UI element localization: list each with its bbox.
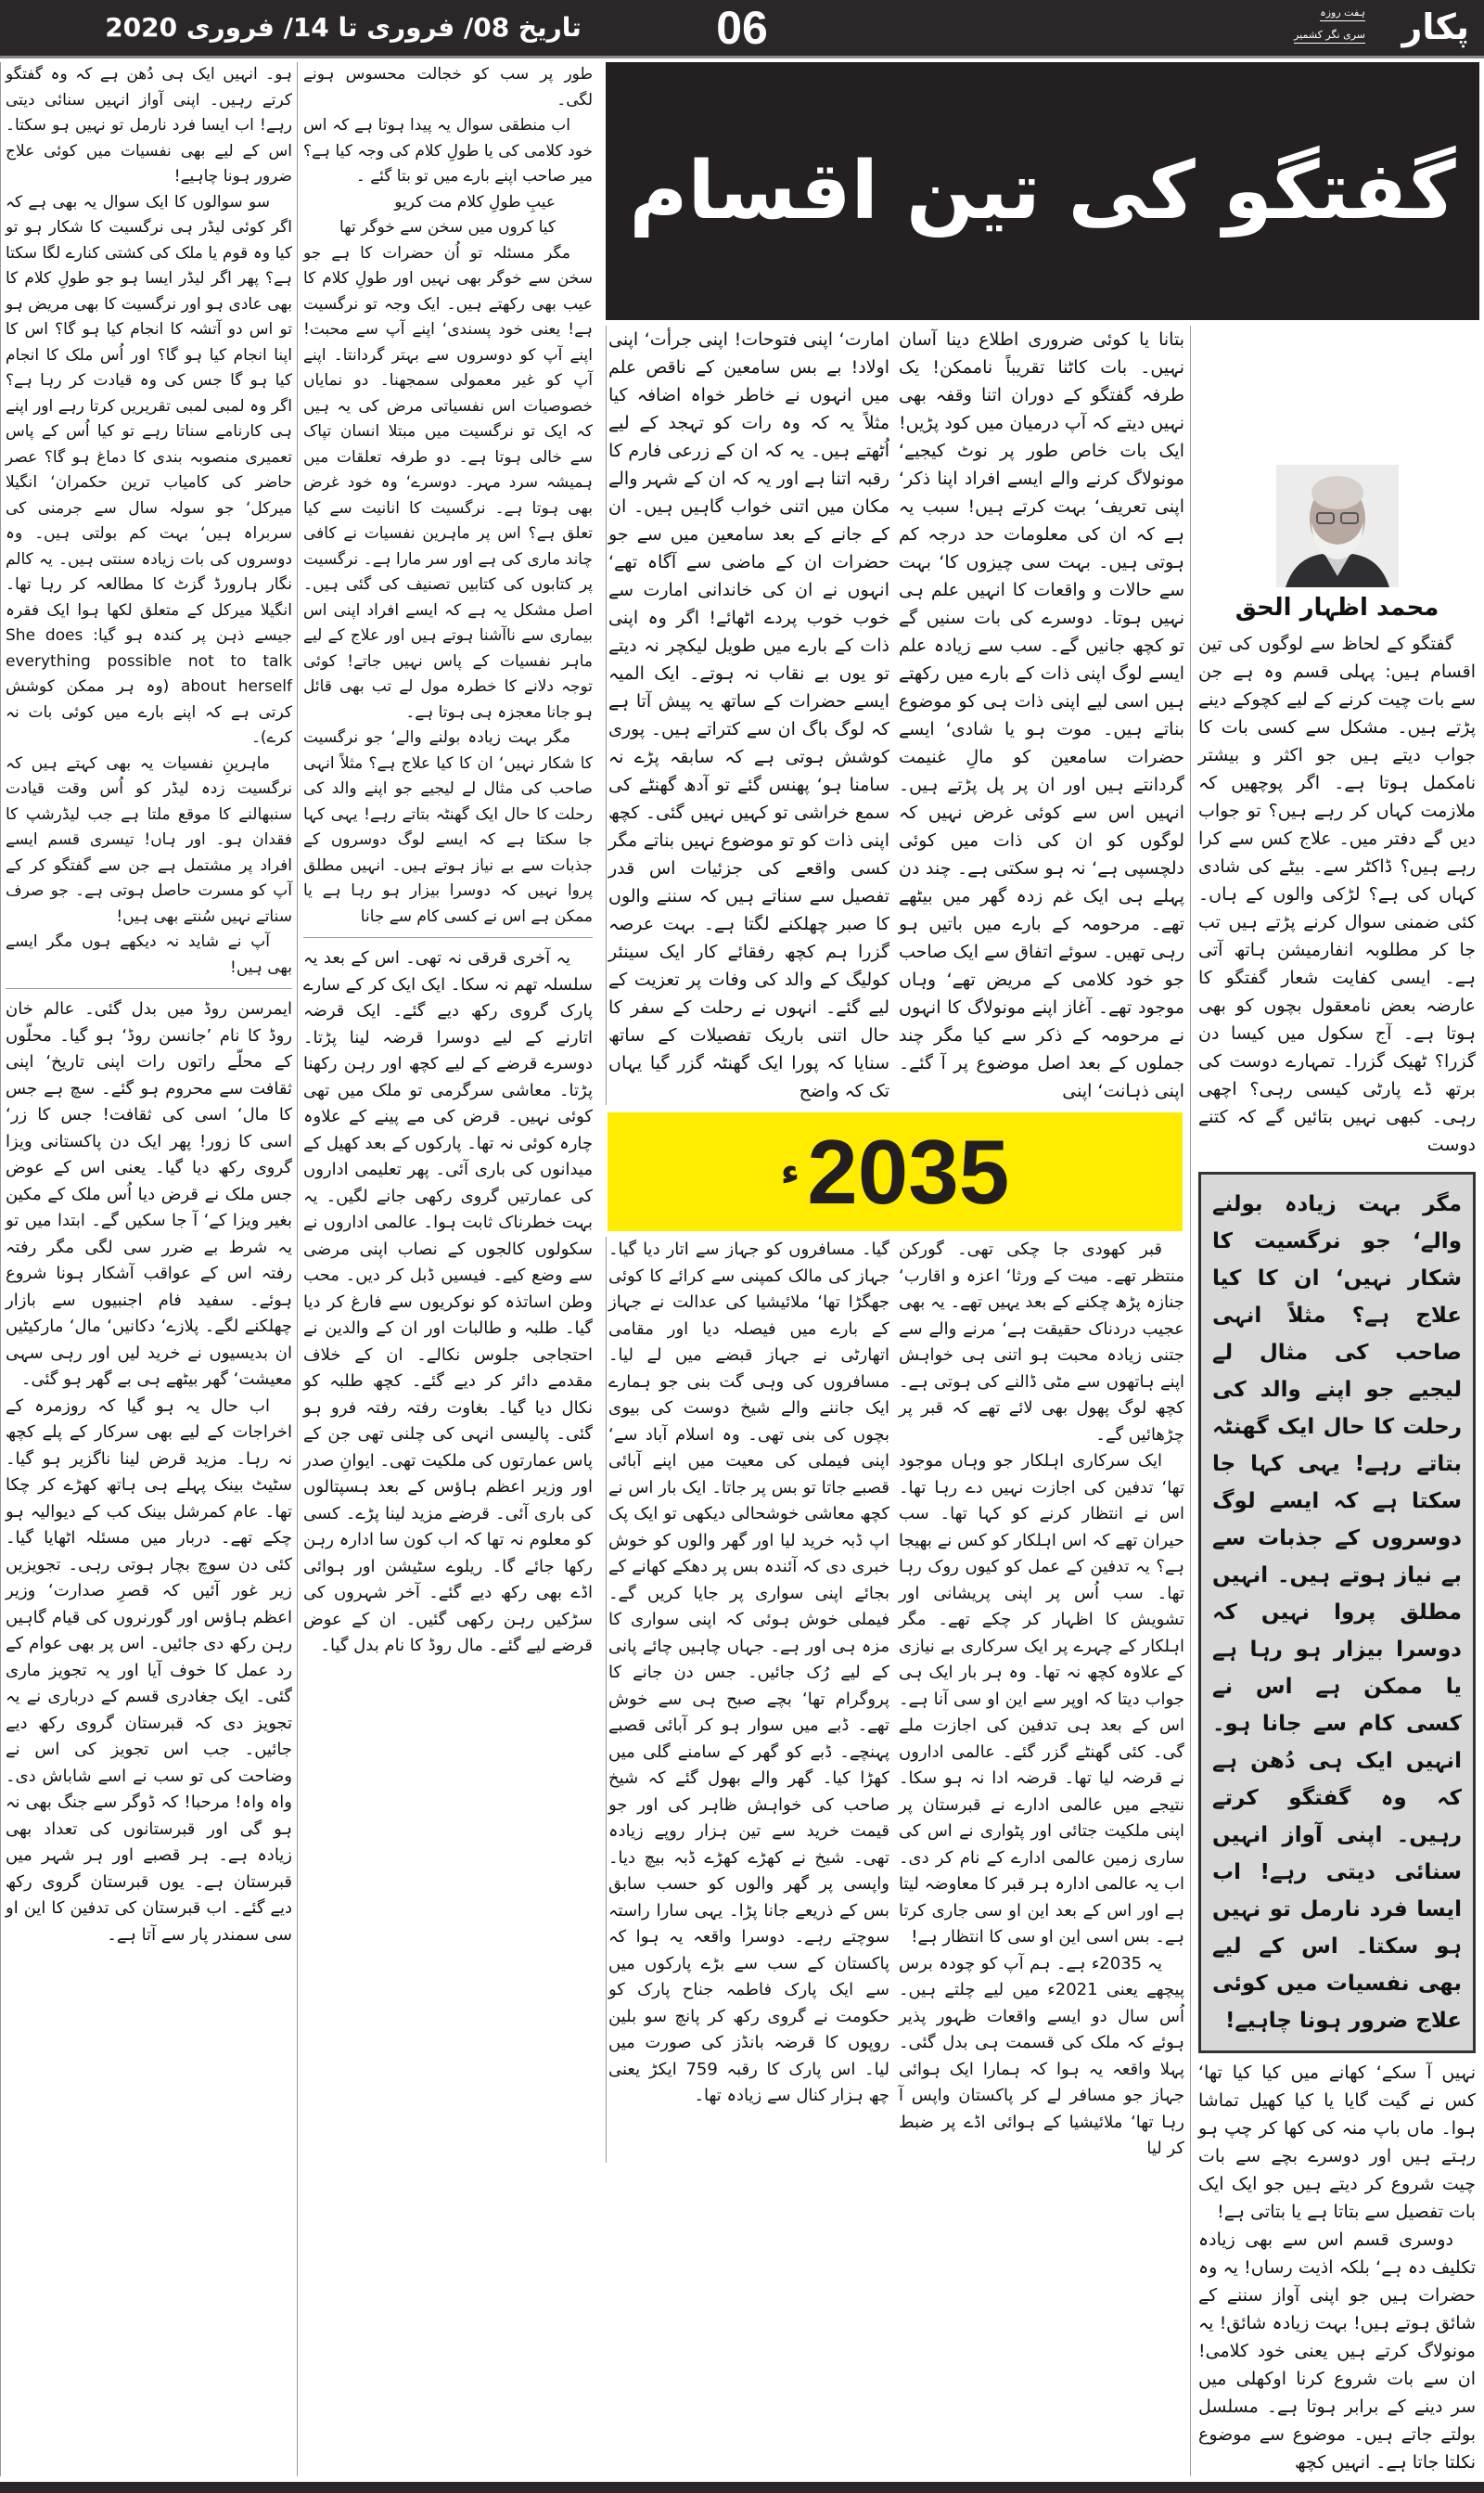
- paragraph: ماہرینِ نفسیات یہ بھی کہتے ہیں کہ نرگسیت زدہ لیڈر کو اُس وقت قیادت سنبھالنے کا موقع ملتا ہے جب لیڈرشپ کا فقدان ہو۔ اور ہاں! تیسری قسم ایسے افراد پر مشتمل ہے جن سے گفتگو کر کے آپ کو مسرت حاصل ہوتی ہے۔ جو صرف سناتے نہیں سُنتے بھی ہیں!: [6, 753, 292, 926]
- page-header: [0, 0, 1484, 58]
- paragraph: ایک سرکاری اہلکار جو وہاں موجود تھا‘ تدفین کی اجازت نہیں دے رہا تھا۔ اس نے انتظار کرنے کو کہا تھا۔ سب حیران تھے کہ اس اہلکار کو کس نے بھیجا ہے؟ یہ تدفین کے عمل کو کیوں روک رہا تھا۔ سب اُس پر اپنی پریشانی اور تشویش کا اظہار کر چکے تھے۔ مگر اہلکار کے چہرے پر ایک سرکاری بے نیازی کے علاوہ کچھ نہ تھا۔ وہ ہر بار ایک ہی جواب دیتا کہ اوپر سے این او سی آنا ہے۔ اس کے بعد ہی تدفین کی اجازت ملے گی۔ کئی گھنٹے گزر گئے۔ عالمی اداروں نے قرضہ لیا تھا۔ قرضہ ادا نہ ہو سکا۔ نتیجے میں عالمی ادارے نے قبرستان پر اپنی ملکیت جتائی اور پٹواری نے اس کی ساری زمین عالمی ادارے کے نام کر دی۔ اب یہ عالمی ادارہ ہر قبر کا معاوضہ لیتا ہے اور اس کے بعد این او سی جاری کرتا ہے۔ بس اسی این او سی کا انتظار ہے!: [899, 1451, 1184, 1947]
- section-divider: [6, 988, 292, 989]
- article2-column-a: [6, 996, 292, 1948]
- article2-column-c: [606, 1237, 893, 2163]
- article-column-a: [6, 62, 292, 981]
- left-columns: [0, 62, 598, 2476]
- paragraph: گفتگو کے لحاظ سے لوگوں کی تین اقسام ہیں: پہلی قسم وہ ہے جن سے بات چیت کرنے کے لیے کچوکے دینے پڑتے ہیں۔ مشکل سے کسی بات کا جواب دیتے ہیں جو اکثر و بیشتر نامکمل ہوتا ہے۔ اگر پوچھیں کہ ملازمت کہاں کر رہے ہیں؟ تو جواب دیں گے دفتر میں۔ علاج کس سے کرا رہے ہیں؟ ڈاکٹر سے۔ بیٹے کی شادی کہاں کی ہے؟ لڑکی والوں کے ہاں۔ کئی ضمنی سوال کرنے پڑتے ہیں تب جا کر مطلوبہ انفارمیشن ہاتھ آتی ہے۔ ایسی کفایت شعار گفتگو کا عارضہ بعض نامعقول بچوں کو بھی ہوتا ہے۔ آج سکول میں کیسا دن گزرا؟ ٹھیک گزرا۔ تمہارے دوست کی برتھ ڈے پارٹی کیسی رہی؟ اچھی رہی۔ کبھی نہیں بتائیں گے کہ کتنے دوست: [1198, 634, 1476, 1155]
- masthead-logo: [1228, 0, 1469, 56]
- paragraph: مگر بہت زیادہ بولنے والے‘ جو نرگسیت کا شکار نہیں‘ ان کا کیا علاج ہے؟ مثلاً انہی صاحب کی مثال لے لیجیے جو اپنے والد کی رحلت کا حال ایک گھنٹہ بتاتے رہے! یہی کہا جا سکتا ہے کہ ایسے لوگ دوسروں کے جذبات سے بے نیاز ہوتے ہیں۔ انہیں مطلق پروا نہیں کہ دوسرا بیزار ہو رہا ہے یا ممکن ہے اس نے کسی کام سے جانا: [303, 728, 593, 926]
- paragraph: دوسری قسم اس سے بھی زیادہ تکلیف دہ ہے‘ بلکہ اذیت رساں! یہ وہ حضرات ہیں جو اپنی آواز سننے کے شائق ہوتے ہیں! بہت زیادہ شائق! یہ مونولاگ کرتے ہیں یعنی خود کلامی! ان سے بات شروع کرنا اوکھلی میں سر دینے کے برابر ہوتا ہے۔ مسلسل بولتے جاتے ہیں۔ موضوع سے موضوع نکلتا جاتا ہے۔ انہیں کچھ: [1198, 2230, 1476, 2473]
- page-number: 06: [716, 2, 768, 54]
- author-name: محمد اظہار الحق: [1235, 594, 1439, 622]
- paragraph: آپ نے شاید نہ دیکھے ہوں مگر ایسے بھی ہیں!: [6, 932, 292, 977]
- verse-line: عیبِ طولِ کلام مت کریو: [394, 192, 556, 212]
- article2-column-b: [303, 945, 593, 1660]
- page-body: [0, 58, 1484, 2476]
- paragraph: ہو۔ انہیں ایک ہی دُھن ہے کہ وہ گفتگو کرتے رہیں۔ اپنی آواز انہیں سنائی دیتی رہے! اب ایسا فرد نارمل تو نہیں ہو سکتا۔ اس کے لیے بھی نفسیات میں کوئی علاج ضرور ہونا چاہیے!: [6, 65, 292, 186]
- article-column-b: [303, 62, 593, 930]
- author-column: [1190, 326, 1479, 2476]
- paragraph: سو سوالوں کا ایک سوال یہ بھی ہے کہ اگر کوئی لیڈر ہی نرگسیت کا شکار ہو تو کیا وہ قوم یا ملک کی کشتی کنارے لگا سکتا ہے؟ پھر اگر لیڈر ایسا ہو جو طولِ کلام کا بھی عادی ہو اور نرگسیت کا بھی مریض ہو تو اس دو آتشہ کا انجام کیا ہو گا؟ اس کا اپنا انجام کیا ہو گا؟ اور اُس ملک کا انجام کیا ہو گا جس کی وہ قیادت کر رہا ہے؟ اگر وہ لمبی لمبی تقریریں کرتا رہے اور اپنے ہی کارنامے سناتا رہے تو کیا اُس کے پاس تعمیری منصوبہ بندی کا دماغ ہو گا؟ عصر حاضر کی کامیاب ترین حکمران‘ انگیلا میرکل‘ جو سولہ سال سے جرمنی کی سربراہ ہیں‘ بہت کم بولتی ہیں۔ وہ دوسروں کی بات زیادہ سنتی ہیں۔ یہ کالم نگار ہارورڈ گزٹ کا مطالعہ کر رہا تھا۔ انگیلا میرکل کے متعلق لکھا ہوا ایک فقرہ جیسے ذہن پر کندہ ہو گیا: She does everything possible not to talk about herself (وہ ہر ممکن کوشش کرتی ہے کہ اپنے بارے میں کوئی بات نہ کرے)۔: [6, 192, 293, 747]
- article-column-e-bottom: [1198, 2059, 1476, 2476]
- article1-columns-c-d: [606, 326, 1190, 1105]
- masthead-weekly: ہفت روزہ: [1320, 6, 1365, 21]
- article2-column-d: [893, 1237, 1190, 2163]
- issue-date: تاریخ 08/ فروری تا 14/ فروری 2020: [105, 12, 582, 43]
- paragraph: گیا۔ مسافروں کو جہاز سے اتار دیا گیا۔ جہاز کی مالک کمپنی سے کرائے کا کوئی جھگڑا تھا‘ ملائیشیا کی عدالت نے جہاز کے بارے میں فیصلہ دیا اور مقامی اتھارٹی نے جہاز قبضے میں لے لیا۔ مسافروں کی وہی گت بنی جو ہمارے ایک جاننے والے شیخ دوست کی بیوی بچوں کی بنی تھی۔ وہ اسلام آباد سے‘ اپنی فیملی کی معیت میں اپنے آبائی قصبے جاتا تو بس پر جاتا۔ ایک بار اس نے کچھ معاشی خوشحالی دیکھی تو ایک پک اپ ڈبہ خرید لیا اور گھر والوں کو خوش خبری دی کہ آئندہ بس پر دھکے کھانے کے بجائے اپنی سواری پر جایا کریں گے۔ فیملی خوش ہوئی کہ اپنی سواری کا مزہ ہی اور ہے۔ جہاں چاہیں چائے پانی کے لیے رُک جائیں۔ جس دن جانے کا پروگرام تھا‘ بچے صبح ہی سے خوش تھے۔ ڈبے میں سوار ہو کر آبائی قصبے پہنچے۔ ڈبے کو گھر کے سامنے گلی میں کھڑا کیا۔ گھر والے بھول گئے کہ شیخ صاحب کی خواہش ظاہر کی اور جو قیمت خرید سے تین ہزار روپے زیادہ تھی۔ شیخ نے کھڑے کھڑے ڈبہ بیچ دیا۔ واپسی پر گھر والوں کو حسب سابق بس کے ذریعے جانا پڑا۔ یہی سارا راستہ سوچتے رہے۔ دوسرا واقعہ یہ ہوا کہ پاکستان کے سب سے بڑے پارکوں میں سے ایک پارک فاطمہ جناح پارک کو حکومت نے گروی رکھ کر پانچ سو بلین روپوں کا قرضہ بانڈز کی صورت میں لیا۔ اس پارک کا رقبہ 759 ایکڑ یعنی چھ ہزار کنال سے زیادہ تھا۔: [608, 1240, 889, 2105]
- section-divider: [303, 937, 593, 938]
- pull-quote-box: مگر بہت زیادہ بولنے والے‘ جو نرگسیت کا شکار نہیں‘ ان کا کیا علاج ہے؟ مثلاً انہی صاحب کی مثال لے لیجیے جو اپنے والد کی رحلت کا حال ایک گھنٹہ بتاتے رہے! یہی کہا جا سکتا ہے کہ ایسے لوگ دوسروں کے جذبات سے بے نیاز ہوتے ہیں۔ انہیں مطلق پروا نہیں کہ دوسرا بیزار ہو رہا ہے یا ممکن ہے اس نے کسی کام سے جانا ہو۔ انہیں ایک ہی دُھن ہے کہ وہ گفتگو کرتے رہیں۔ اپنی آواز انہیں سنائی دیتی رہے! اب ایسا فرد نارمل تو نہیں ہو سکتا۔ اس کے لیے بھی نفسیات میں کوئی علاج ضرور ہونا چاہیے!: [1198, 1172, 1476, 2053]
- paragraph: بتانا یا کوئی ضروری اطلاع دینا آسان نہیں۔ بات کاٹنا تقریباً ناممکن! یک طرفہ گفتگو کے دوران اتنا وقفہ بھی نہیں دیتے کہ آپ درمیان میں کود پڑیں! ایک بات خاص طور پر نوٹ کیجیے‘ مونولاگ کرنے والے ایسے افراد اپنا ذکر‘ اپنی تعریف‘ بہت کرتے ہیں! سبب یہ ہے کہ ان کی معلومات حد درجہ کم ہوتی ہیں۔ بہت سی چیزوں کا‘ بہت سے حالات و واقعات کا انہیں علم ہی نہیں ہوتا۔ دوسرے کی بات سنیں گے تو کچھ جانیں گے۔ سب سے زیادہ علم ایسے لوگ اپنی ذات کے بارے میں رکھتے ہیں اسی لیے اپنی ذات ہی کو موضوع بناتے ہیں۔ موت ہو یا شادی‘ ایسے حضرات سامعین کو مالِ غنیمت گردانتے ہیں اور ان پر پل پڑتے ہیں۔ انہیں اس سے کوئی غرض نہیں کہ لوگوں کو ان کی ذات میں کوئی دلچسپی ہے‘ نہ ہو سکتی ہے۔ چند دن پہلے ہی ایک غم زدہ گھر میں بیٹھے تھے۔ مرحومہ کے بارے میں باتیں ہو رہی تھیں۔ سوئے اتفاق سے ایک صاحب جو خود کلامی کے مریض تھے‘ وہاں موجود تھے۔ آغاز اپنے مونولاگ کا انہوں نے مرحومہ کے ذکر سے کیا مگر چند جملوں کے بعد اصل موضوع پر آ گئے۔ اپنی ذہانت‘ اپنی: [899, 329, 1184, 1101]
- paragraph: قبر کھودی جا چکی تھی۔ گورکن منتظر تھے۔ میت کے ورثا‘ اعزہ و اقارب‘ جنازہ پڑھ چکنے کے بعد یہیں تھے۔ یہ بھی عجیب دردناک حقیقت ہے‘ مرنے والے سے جتنی زیادہ محبت ہو اتنی ہی خواہش اپنے ہاتھوں سے مٹی ڈالنے کی ہوتی ہے۔ کچھ لوگ پھول بھی لائے تھے کہ قبر پر چڑھائیں گے۔: [899, 1240, 1184, 1445]
- article-column-e: [1198, 630, 1476, 1159]
- article-column-c: [606, 326, 893, 1105]
- columns-c-d: [606, 326, 1190, 2476]
- article-title: گفتگو کی تین اقسام: [629, 144, 1456, 238]
- right-columns: [606, 326, 1484, 2476]
- column-strip-a: [0, 62, 297, 2476]
- page-footer-bar: [0, 2482, 1484, 2493]
- masthead-city: سری نگر کشمیر: [1294, 28, 1365, 44]
- paragraph: اب حال یہ ہو گیا کہ روزمرہ کے اخراجات کے لیے بھی سرکار کے پلے کچھ نہ رہا۔ مزید قرض لینا ناگزیر ہو گیا۔ سٹیٹ بینک پہلے ہی ہاتھ کھڑے کر چکا تھا۔ عام کمرشل بینک کب کے دیوالیہ ہو چکے تھے۔ دربار میں مسئلہ اٹھایا گیا۔ کئی دن سوچ بچار ہوتی رہی۔ تجویزیں زیر غور آئیں کہ قصرِ صدارت‘ وزیر اعظم ہاؤس اور گورنروں کی قیام گاہیں رہن رکھ دی جائیں۔ اس پر بھی عوام کے رد عمل کا خوف آیا اور یہ تجویز ماری گئی۔ ایک جغادری قسم کے درباری نے یہ تجویز دی کہ قبرستان گروی رکھ دیے جائیں۔ جب اس تجویز کی اس نے وضاحت کی تو سب نے اسے شاباش دی۔ واہ واہ! مرحبا! کہ ڈوگر سے جنگ بھی نہ ہو گی اور قبرستانوں کی تعداد بھی زیادہ ہے۔ ہر قصبے اور ہر شہر میں قبرستان ہے۔ یوں قبرستان گروی رکھ دیے گئے۔ اب قبرستان کی تدفین کا این او سی سمندر پار سے آتا ہے۔: [6, 1395, 292, 1945]
- author-portrait-icon: [1276, 465, 1399, 587]
- paragraph: طور پر سب کو خجالت محسوس ہونے لگی۔: [303, 65, 593, 109]
- banner-era: ء: [780, 1150, 800, 1193]
- paragraph: مگر مسئلہ تو اُن حضرات کا ہے جو سخن سے خوگر بھی نہیں اور طولِ کلام کا عیب بھی رکھتے ہیں۔ ایک وجہ تو نرگسیت ہے! یعنی خود پسندی‘ اپنے آپ سے محبت! اپنے آپ کو دوسروں سے بہتر گردانتا۔ اپنے آپ کو غیر معمولی سمجھنا۔ دو نمایاں خصوصیات اس نفسیاتی مرض کی یہ ہیں کہ ایک تو نرگسیت میں مبتلا انسان تپاک سے خالی ہوتا ہے۔ دو طرفہ تعلقات میں ہمیشہ سرد مہر۔ دوسرے‘ وہ خود غرض بھی ہوتا ہے۔ نرگسیت کا انانیت سے کیا تعلق ہے؟ اس پر ماہرین نفسیات نے کافی چاند ماری کی ہے اور سر مارا ہے۔ نرگسیت پر کتابوں کی کتابیں تصنیف کی گئی ہیں۔ اصل مشکل یہ ہے کہ ایسے افراد اپنی اس بیماری سے ناآشنا ہوتے ہیں اور علاج کے لیے ماہر نفسیات کے پاس نہیں جاتے! کوئی توجہ دلانے کا خطرہ مول لے تب بھی قائل ہو جانا معجزہ ہی ہوتا ہے۔: [303, 243, 593, 722]
- paragraph: اب منطقی سوال یہ پیدا ہوتا ہے کہ اس خود کلامی کی یا طولِ کلام کی وجہ کیا ہے؟ میر صاحب اپنے بارے میں تو بتا گئے ۔: [303, 116, 593, 186]
- paragraph: امارت‘ اپنی فتوحات! اپنی جرأت‘ اپنی اولاد! بے بس سامعین کے ناقص علم میں انہوں نے خاطر خواہ اضافہ کیا مثلاً یہ کہ وہ رات کو تہجد کے لیے اُٹھتے ہیں۔ یہ کہ ان کے زرعی فارم کا رقبہ اتنا ہے اور یہ کہ ان کے شہر والے مکان میں اتنی خواب گاہیں ہیں۔ ان کے جانے کے بعد سامعین میں سے جو حضرات ان کے ماضی سے آگاہ تھے‘ انہوں نے ان کی خاندانی امارت سے خوب خوب پردے اٹھائے! اگر وہ اپنی ذات کے بارے میں طویل لیکچر نہ دیتے تو یوں بے نقاب نہ ہوتے۔ ایک المیہ ایسے حضرات کے ساتھ یہ پیش آتا ہے کہ لوگ باگ ان سے کتراتے ہیں۔ پوری کوشش ہوتی ہے کہ سابقہ پڑے نہ سامنا ہو‘ پھنس گئے تو آدھ گھنٹے کی سمع خراشی تو کہیں نہیں گئی۔ کچھ اپنی ذات کو تو موضوع نہیں بناتے مگر کسی واقعے کی جزئیات اس قدر تفصیل سے سناتے ہیں کہ سننے والوں کا صبر چھلکنے لگتا ہے۔ بہت عرصہ گزرا ہم کچھ رفقائے کار ایک سینئر کولیگ کے والد کی وفات پر تعزیت کے لیے گئے۔ انہوں نے رحلت کے سفر کا حال اتنی باریک تفصیلات کے ساتھ سنایا کہ پورا ایک گھنٹہ گزر گیا یہاں تک کہ واضح: [608, 329, 889, 1101]
- paragraph: یہ آخری قرقی نہ تھی۔ اس کے بعد یہ سلسلہ تھم نہ سکا۔ ایک ایک کر کے سارے پارک گروی رکھ دیے گئے۔ ایک قرضہ اتارنے کے لیے دوسرا قرضہ لینا پڑتا۔ دوسرے قرضے کے لیے کچھ اور رہن رکھنا پڑتا۔ معاشی سرگرمی تو ملک میں تھی کوئی نہیں۔ قرض کی مے پینے کے علاوہ چارہ کوئی نہ تھا۔ پارکوں کے بعد کھیل کے میدانوں کی باری آئی۔ پھر تعلیمی اداروں کی عمارتیں گروی رکھی جانے لگیں۔ یہ بہت خطرناک ثابت ہوا۔ عالمی اداروں نے سکولوں کالجوں کے نصاب اپنی مرضی سے وضع کیے۔ فیسیں ڈبل کر دیں۔ محب وطن اساتذہ کو نوکریوں سے فارغ کر دیا گیا۔ طلبہ و طالبات اور ان کے والدین نے احتجاجی جلوس نکالے۔ ان کے خلاف مقدمے دائر کر دیے گئے۔ کچھ طلبہ کو نکال دیا گیا۔ بغاوت رفتہ رفتہ فرو ہو گئی۔ پالیسی انہی کی چلنی تھی جن کے پاس عمارتوں کی ملکیت تھی۔ ایوانِ صدر اور وزیر اعظم ہاؤس کے بعد ہسپتالوں کی باری آئی۔ قرضے مزید لینا پڑے۔ کسی کو معلوم نہ تھا کہ اب کون سا ادارہ رہن رکھا جائے گا۔ ریلوے سٹیشن اور ہوائی اڈے بھی رکھ دیے گئے۔ آخر شہروں کی سڑکیں رہن رکھی گئیں۔ ان کے عوض قرضے لیے گئے۔ مال روڈ کا نام بدل گیا۔: [303, 948, 593, 1655]
- article-column-d: [893, 326, 1190, 1105]
- verse-line: کیا کروں میں سخن سے خوگر تھا: [339, 218, 556, 237]
- author-photo: [1276, 465, 1399, 587]
- paragraph: ایمرسن روڈ میں بدل گئی۔ عالم خان روڈ کا نام ’جانسن روڈ‘ ہو گیا۔ محلّوں کے محلّے راتوں رات اپنی تاریخ‘ اپنی ثقافت سے محروم ہو گئے۔ سچ ہے جس کا مال‘ اسی کی ثقافت! جس کا زر‘ اسی کا زور! پھر ایک دن پاکستانی ویزا گروی رکھ دیا گیا۔ یعنی اس کے عوض جس ملک نے قرض دیا اُس ملک کے مکین بغیر ویزا کے‘ آ جا سکیں گے۔ ابتدا میں تو یہ شرط بے ضرر سی لگی مگر رفتہ رفتہ اس کے عواقب آشکار ہونا شروع ہوئے۔ سفید فام اجنبیوں سے بازار چھلکنے لگے۔ پلازے‘ دکانیں‘ مال‘ مارکیٹیں ان بدیسیوں نے خرید لیں اور رہی سہی معیشت‘ گھر بیٹھے ہی بے گھر ہو گئی۔: [6, 999, 292, 1389]
- column-strip-b: [297, 62, 598, 2476]
- article2-columns-c-d: [606, 1237, 1190, 2163]
- banner-year: 2035: [807, 1120, 1010, 1223]
- article2-title-banner: [608, 1112, 1183, 1231]
- article-title-box: [606, 62, 1479, 320]
- paragraph: نہیں آ سکے‘ کھانے میں کیا کیا تھا‘ کس نے گیت گایا یا کیا کھیل تماشا ہوا۔ ماں باپ منہ کی کھا کر چپ ہو رہتے ہیں اور دوسرے بچے سے بات چیت شروع کر دیتے ہیں جو ایک ایک بات تفصیل سے بتاتا ہے یا بتاتی ہے!: [1198, 2063, 1476, 2222]
- paragraph: یہ 2035ء ہے۔ ہم آپ کو چودہ برس پیچھے یعنی 2021ء میں لیے چلتے ہیں۔ اُس سال دو ایسے واقعات ظہور پذیر ہوئے کہ ملک کی قسمت ہی بدل گئی۔ پہلا واقعہ یہ ہوا کہ ہمارا ایک ہوائی جہاز جو مسافر لے کر پاکستان واپس آ رہا تھا‘ ملائیشیا کے ہوائی اڈے پر ضبط کر لیا: [899, 1953, 1184, 2158]
- masthead-name: پکار: [1401, 6, 1469, 47]
- right-block: [598, 62, 1484, 2476]
